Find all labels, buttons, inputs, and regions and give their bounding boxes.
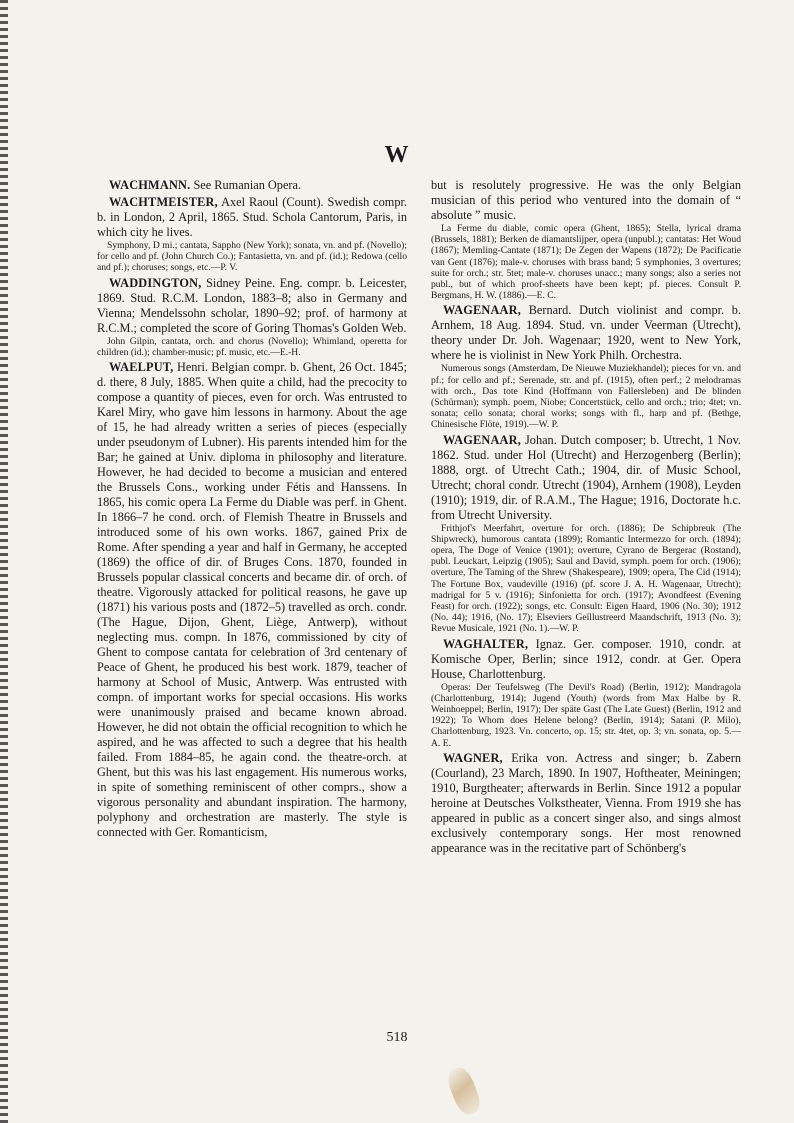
right-column	[431, 178, 741, 858]
dictionary-entry	[431, 637, 741, 749]
left-column	[97, 178, 407, 842]
entry-headword: WAGENAAR,	[443, 303, 521, 318]
entry-body: Axel Raoul (Count). Swedish compr. b. in London, 2 April, 1865. Stud. Schola Cantorum, Paris, in which city he lives.	[97, 195, 407, 239]
page-number: 518	[386, 1030, 408, 1045]
paper-stain	[444, 1064, 484, 1117]
entry-headword: WAGNER,	[443, 750, 503, 765]
entry-body: Bernard. Dutch violinist and compr. b. Arnhem, 18 Aug. 1894. Stud. vn. under Veerman (Utrecht), theory under Dr. Joh. Wagenaar; 1920, went to New York, where he is violinist in New York Philh. Orchestra.	[431, 303, 742, 363]
entry-body: but is resolutely progressive. He was the only Belgian musician of this period who ventured into the domain of “ absolute ” music.	[431, 178, 741, 222]
dictionary-entry	[431, 303, 741, 430]
dictionary-entry	[97, 178, 407, 193]
entry-body: Henri. Belgian compr. b. Ghent, 26 Oct. 1845; d. there, 8 July, 1885. When quite a child, had the precocity to compose a quantity of pieces, even for orch. Was entrusted to Karel Miry, who gave him lessons in harmony. About the age of 15, he had already written a series of pieces (especially under pseudonym of Lubner). His parents intended him for the Bar; he gained at Univ. diploma in philosophy and literature. However, he had decided to become a musician and entered the Brussels Cons., working under Fétis and Hanssens. In 1865, his comic opera La Ferme du Diable was perf. in Ghent. In 1866–7 he cond. orch. of Flemish Theatre in Brussels and introduced some of his own works. 1867, gained Prix de Rome. After spending a year and half in Germany, he accepted (1869) the office of dir. of Bruges Cons. 1870, founded in Brussels popular classical concerts and became dir. of orch. of theatre. Vigorously attacked for political reasons, he gave up (1871) his various posts and (1872–5) travelled as orch. condr. (The Hague, Dijon, Ghent, Liège, Antwerp), without neglecting mus. compn. In 1876, commissioned by city of Ghent to compose cantata for celebration of 3rd centenary of Peace of Ghent, he produced his best work. 1879, teacher of harmony at School of Music, Antwerp. Was entrusted with compn. of important works for special occasions. His works were unanimously praised and became known abroad. However, he did not obtain the official recognition to which he aspired, and he was affected to such a degree that his health failed. From 1884–85, he again cond. the theatre-orch. at Ghent, but this was his last engagement. His numerous works, in spite of something reminiscent of other comprs., show a vigorous personality and abundant inspiration. The harmony, polyphony and orchestration are masterly. The style is connected with Ger. Romanticism,	[97, 360, 407, 840]
entry-body: Ignaz. Ger. composer. 1910, condr. at Komische Oper, Berlin; since 1912, condr. at Ger. Opera House, Charlottenburg.	[431, 636, 741, 681]
entry-headword: WACHMANN.	[109, 178, 191, 192]
entry-headword: WAGHALTER,	[443, 636, 529, 651]
dictionary-entry	[97, 195, 407, 274]
dictionary-entry	[431, 178, 741, 301]
entry-body: Johan. Dutch composer; b. Utrecht, 1 Nov. 1862. Stud. under Hol (Utrecht) and Herzogenberg (Berlin); 1888, orgt. of Utrecht Cath.; 1904, dir. of Music School, Utrecht; choral condr. Utrecht (1904), Arnhem (1908), Leyden (1910); 1919, dir. of R.A.M., The Hague; 1916, Doctorate h.c. from Utrecht University.	[431, 432, 741, 522]
entry-works: La Ferme du diable, comic opera (Ghent, 1865); Stella, lyrical drama (Brussels, 1881); Berken de diamantslijper, opera (unpubl.); cantatas: Het Woud (1867); Memling-Cantate (1871); De Zegen der Wapens (1872); De Pacificatie van Gent (1876); male-v. choruses with brass band; 5 symphonies, 3 overtures; suite for orch.; str. 5tet; male-v. choruses unacc.; many songs; also a series not publ., but of which proof-sheets have been kept; pf. pieces. Consult P. Bergmans, H. W. (1886).—E. C.	[431, 223, 741, 302]
dictionary-entry	[97, 360, 407, 840]
entry-body: Sidney Peine. Eng. compr. b. Leicester, 1869. Stud. R.C.M. London, 1883–8; also in Germany and Vienna; Mendelssohn scholar, 1890–92; prof. of harmony at R.C.M.; completed the score of Goring Thomas's Golden Web.	[97, 275, 407, 335]
dictionary-entry	[431, 433, 741, 635]
entry-headword: WAELPUT,	[109, 360, 174, 375]
entry-works: Operas: Der Teufelsweg (The Devil's Road) (Berlin, 1912); Mandragola (Charlottenburg, 1914); Jugend (Youth) (words from Max Halbe by R. Weinhoeppel; Berlin, 1917); Der späte Gast (The Late Guest) (Berlin, 1912 and 1922); To Whom does Helene belong? (Berlin, 1914); Satani (P. Milo), Charlottenburg, 1923. Vn. concerto, op. 15; str. 4tet, op. 3; vn. sonata, op. 5.—A. E.	[431, 681, 741, 749]
entry-body: Erika von. Actress and singer; b. Zabern (Courland), 23 March, 1890. In 1907, Hoftheater, Meiningen; 1910, Burgtheater; afterwards in Berlin. Since 1912 a popular heroine at Deutsches Volkstheater, Vienna. From 1919 she has appeared in public as a concert singer also, and sings almost exclusively contemporary songs. Her most renowned appearance was in the recitative part of Schönberg's	[431, 750, 742, 855]
section-letter: W	[384, 142, 410, 168]
entry-works: John Gilpin, cantata, orch. and chorus (Novello); Whimland, operetta for children (id.); chamber-music; pf. music, etc.—E.-H.	[97, 335, 407, 358]
entry-headword: WADDINGTON,	[109, 275, 202, 290]
dictionary-entry	[431, 751, 741, 856]
entry-headword: WAGENAAR,	[443, 432, 521, 447]
entry-body: See Rumanian Opera.	[193, 178, 302, 192]
entry-works: Numerous songs (Amsterdam, De Nieuwe Muziekhandel); pieces for vn. and pf.; for cello and pf.; Serenade, str. and pf. (1915), often perf.; 2 melodramas with orch., Das tote Kind (Hoffmann von Fallersleben) and De blinden (Schürman); symph. poem, Niobe; Concertstück, cello and orch.; trio; 4tet; vn. sonata; cello sonata; choral works; songs with fl., harp and pf. (Bethge, Chinesische Flöte, 1919).—W. P.	[431, 363, 741, 431]
entry-works: Symphony, D mi.; cantata, Sappho (New York); sonata, vn. and pf. (Novello); for cello and pf. (John Church Co.); Fantasietta, vn. and pf. (id.); Redowa (cello and pf.); choruses; songs, etc.—P. V.	[97, 240, 407, 274]
entry-works: Frithjof's Meerfahrt, overture for orch. (1886); De Schipbreuk (The Shipwreck), humorous cantata (1899); Romantic Intermezzo for orch. (1894); opera, The Doge of Venice (1901); overture, Cyrano de Bergerac (Rostand), publ. Leuckart, Leipzig (1905); Saul and David, symph. poem for orch. (1906); overture, The Taming of the Shrew (Shakespeare), 1909; opera, The Cid (1914); The Fortune Box, vaudeville (1916) (pf. score J. A. H. Wagenaar, Utrecht); madrigal for 5 v. (1916); Sinfonietta for orch. (1917); Avondfeest (Evening Feast) for orch. (1922); songs, etc. Consult: Eigen Haard, 1906 (No. 30); 1912 (No. 44); 1916, (No. 17); Elseviers Geïllustreerd Maandschrift, 1913 (No. 3); Revue Musicale, 1921 (No. 1).—W. P.	[431, 522, 741, 635]
entry-headword: WACHTMEISTER,	[109, 195, 218, 209]
dictionary-entry	[97, 276, 407, 358]
